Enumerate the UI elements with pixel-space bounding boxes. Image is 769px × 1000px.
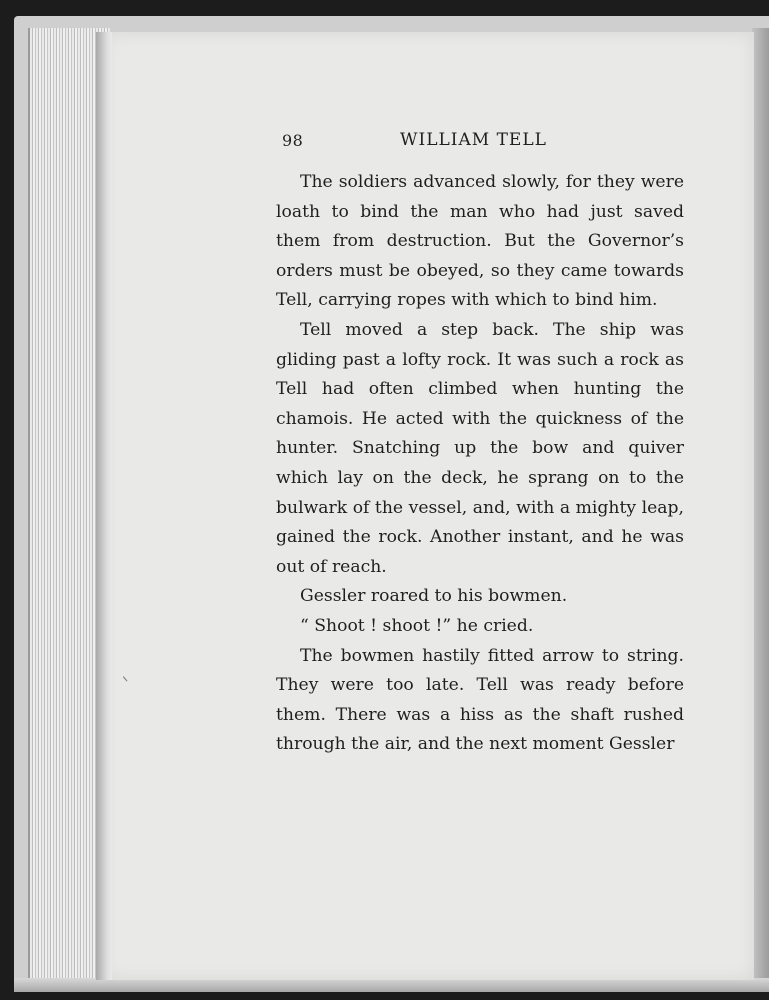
paragraph: The bowmen hastily fitted arrow to string. They were too late. Tell was ready before them. There was a hiss as the shaft rushed through the air, and the next moment Gessler — [276, 645, 684, 755]
cover-right-edge — [752, 28, 769, 990]
cover-bottom-edge — [14, 978, 769, 992]
running-title: WILLIAM TELL — [400, 130, 547, 150]
page-header — [276, 126, 684, 156]
paragraph: Tell moved a step back. The ship was gliding past a lofty rock. It was such a rock as Tell had often climbed when hunting the chamois. He acted with the quickness of the hunter. Snatching up the bow and quiver which lay on the deck, he sprang on to the bulwark of the vessel, and, with a mighty leap, gained the rock. Another instant, and he was out of reach. — [276, 319, 684, 577]
paragraph: “ Shoot ! shoot !” he cried. — [300, 615, 534, 636]
page-number: 98 — [282, 131, 304, 150]
paragraph: Gessler roared to his bowmen. — [300, 586, 568, 607]
page-content — [276, 126, 684, 760]
gutter-shadow — [96, 32, 112, 980]
body-text — [276, 168, 684, 760]
paragraph: The soldiers advanced slowly, for they were loath to bind the man who had just saved them from destruction. But the Governor’s orders must be obeyed, so they came towards Tell, carrying ropes with which to bind him. — [276, 172, 684, 311]
